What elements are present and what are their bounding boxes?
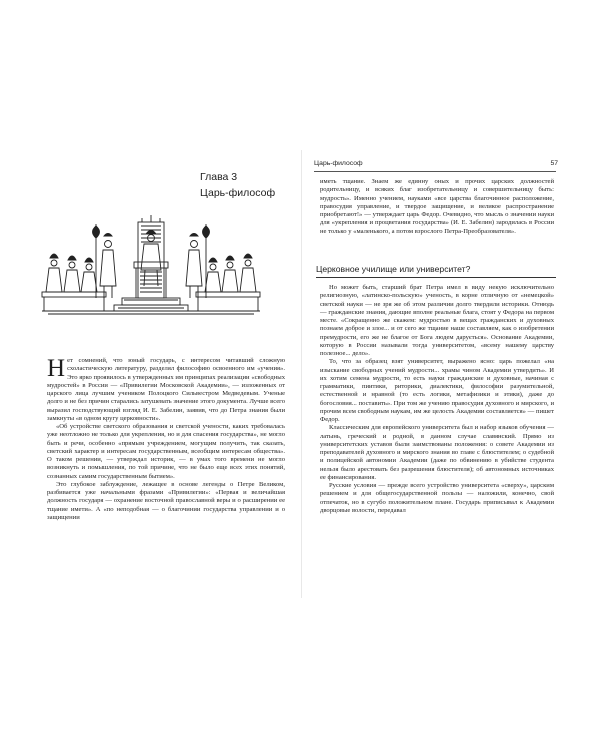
paragraph: Русские условия — прежде всего устройство университета «сверху», царским решением и для общегосударственной пользы — наложили, конечно, свой отпечаток, но в сугубо положительном плане. Государь приписывал к Академии дворцовые волости, передавал xyxy=(320,482,554,514)
opening-text: ет сомнений, что юный государь, с интересом читавший сложную схоластическую литературу, разделял философию освоенного им «учения». Это ярко проявилось в утвержденных им принципах реализации «свободных мудростей» в России — «Привилегии Московской Академии», — изложенных от царского лица лучшим учеником Полоцкого Сильвестром Медведевым. Ученые долго и не без причин старались затушевать значение этого документа. Лучше всего выразил господствующий взгляд И. Е. Забелин, заявив, что до Петра знания были замкнуты «в одном кругу церковности». xyxy=(47,357,285,422)
chapter-title: Царь-философ xyxy=(200,187,276,199)
section-title: Церковное училище или университет? xyxy=(316,264,556,278)
ground-line xyxy=(42,311,260,314)
page-number: 57 xyxy=(550,160,558,167)
chapter-number: Глава 3 xyxy=(200,171,238,183)
paragraph: То, что за образец взят университет, выражено ясно: царь пожелал «на изыскание свободных учений мудрости... храмы чином Академии утвердить». И их хотим семена мудрости, то есть науки гражданские и духовные, начиная с грамматики, пиитики, риторики, диалектики, философии разумительной, естественной и нравной (то есть логики, метафизики и этики), даже до богословия... поставить». При том же учению правосудия духовного и мирского, и прочим всем свободным наукам, им же целость Академии составляется» — пишет Федор. xyxy=(320,358,554,423)
throne-platform xyxy=(114,298,188,311)
tsar-figure xyxy=(141,231,161,287)
opening-paragraph xyxy=(47,357,285,423)
left-page xyxy=(0,150,302,598)
right-body-text xyxy=(320,284,554,515)
paragraph: иметь тщание. Знаем же единну оных и прочих царских должностей родительницу, и всяких благ изобретательницу и совершительницу быть: мудрость». Именно учением, науками «все царства благочинное расположение, правосудия управление, и твердое защищение, и великое распространение приобретают!» — утверждает царь Федор. Очевидно, что мысль о значении науки для «укрепления и процветания государства» (И. Е. Забелин) зародилась в России не только у «маленького, а потом взрослого Петра-Преобразователя». xyxy=(320,178,554,235)
drop-cap: Н xyxy=(47,355,66,382)
paragraph: «Об устройстве светского образования и светской учености, каких требовалась уже неотложно не только для укрепления, но и для спасения государства», не могло быть и речи, особенно «прямым учреждением, могущим получить, так сказать, светский характер и интересам государственным, всеобщим интересам общества». О таком решении, — утверждал историк, — в умах того времени не могло возникнуть и помышления, по той причине, что не было еще всех этих понятий, сознанных самим государственным бытием». xyxy=(47,423,285,480)
running-title: Царь-философ xyxy=(314,160,363,167)
throne-room-illustration xyxy=(38,214,264,318)
continued-text xyxy=(320,178,554,236)
running-header xyxy=(314,159,556,172)
paragraph: Это глубокое заблуждение, лежащее в основе легенды о Петре Великом, разбивается уже начальными фразами «Привилегии»: «Первая и величайшая должность государя — охранение восточной православной веры и о расширении ее тщание имети». А «по неподобная — о благочинии государства управлении и о защищении xyxy=(47,480,285,521)
throne xyxy=(134,215,168,298)
paragraph: Классическим для европейского университета был и набор языков обучения — латынь, греческий и родной, в данном случае славянский. Прямо из университетских уставов были заимствованы положения: о совете Академии из преподавателей духовного и мирского знания во главе с блюстителем; о судебной и полицейской автономии Академии (даже по обвинению в убийстве студента нельзя было арестовать без разрешения блюстителя); об автономных источниках ее финансирования. xyxy=(320,424,554,481)
right-page xyxy=(302,150,600,598)
left-body-text xyxy=(47,357,285,522)
paragraph: Но может быть, старший брат Петра имел в виду некую исключительно религиозную, «латинско-польскую» ученость, в корне отличную от «немецкой» светской науки — не зря же об этом различии долго твердили историки. Отнюдь — гражданские знания, дающие вполне реальные блага, стоят у Федора на первом месте. «Сокращенно же скажем: мудростью в вещах гражданских и духовных познаем доброе и злое... и от сего же тщание наше составляем, как о изобретении премудрости, его же не благое от Бога людем дарується». Основание Академии, которую в России называли тогда университетом, «всему нашему царству полезное... дело». xyxy=(320,284,554,357)
